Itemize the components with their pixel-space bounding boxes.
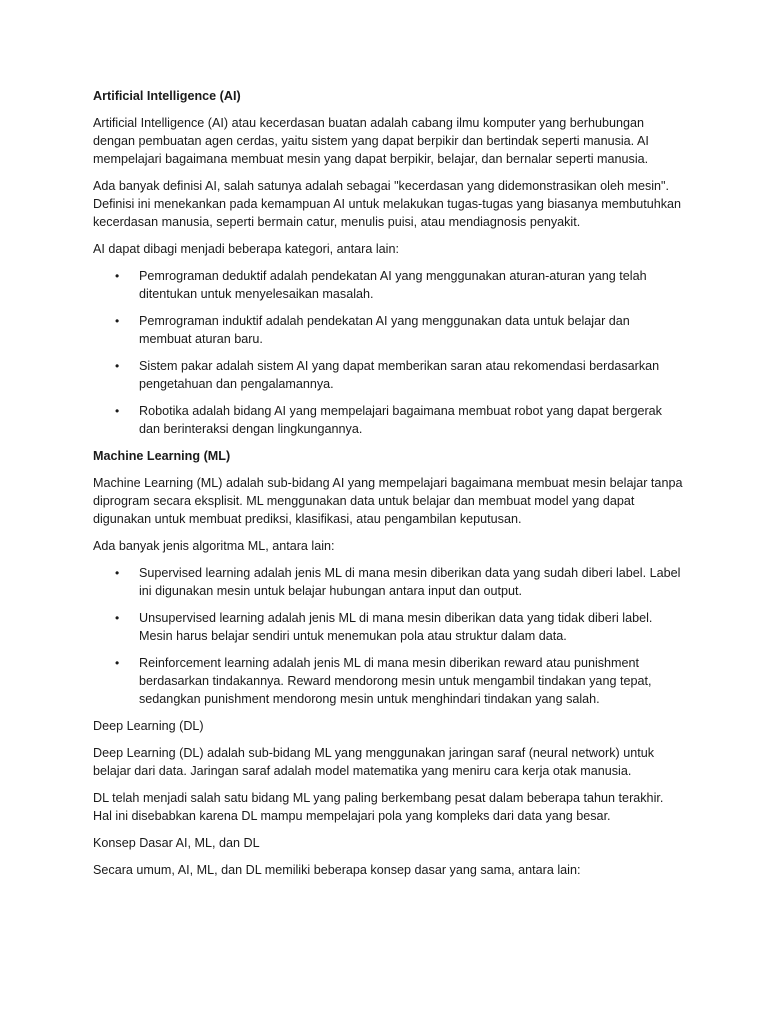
dl-paragraph-1: Deep Learning (DL) adalah sub-bidang ML yang menggunakan jaringan saraf (neural network) untuk belajar dari data. Jaringan saraf adalah model matematika yang meniru cara kerja otak manusia. [93, 746, 654, 778]
concepts-paragraph-1: Secara umum, AI, ML, dan DL memiliki beberapa konsep dasar yang sama, antara lain: [93, 863, 581, 877]
list-item [115, 357, 683, 393]
ai-category-list [93, 267, 683, 438]
bullet-icon: • [115, 611, 120, 625]
ai-paragraph-1: Artificial Intelligence (AI) atau kecerdasan buatan adalah cabang ilmu komputer yang berhubungan dengan pembuatan agen cerdas, yaitu sistem yang dapat berpikir dan bertindak seperti manusia. AI mempelajari bagaimana membuat mesin yang dapat berpikir, belajar, dan bernalar seperti manusia. [93, 116, 649, 166]
concepts-heading: Konsep Dasar AI, ML, dan DL [93, 836, 260, 850]
list-item [115, 402, 683, 438]
document-page [93, 87, 683, 888]
list-item-text: Reinforcement learning adalah jenis ML di mana mesin diberikan reward atau punishment berdasarkan tindakannya. Reward mendorong mesin untuk mengambil tindakan yang tepat, sedangkan punishment mendorong mesin untuk menghindari tindakan yang salah. [139, 656, 652, 706]
dl-heading: Deep Learning (DL) [93, 719, 204, 733]
ml-heading: Machine Learning (ML) [93, 449, 231, 463]
ai-list-intro: AI dapat dibagi menjadi beberapa kategori, antara lain: [93, 242, 399, 256]
list-item [115, 312, 683, 348]
list-item [115, 654, 683, 708]
ai-paragraph-2: Ada banyak definisi AI, salah satunya adalah sebagai "kecerdasan yang didemonstrasikan oleh mesin". Definisi ini menekankan pada kemampuan AI untuk melakukan tugas-tugas yang biasanya membutuhkan kecerdasan manusia, seperti bermain catur, menulis puisi, atau mendiagnosis penyakit. [93, 179, 682, 229]
ai-heading: Artificial Intelligence (AI) [93, 89, 241, 103]
ml-paragraph-1: Machine Learning (ML) adalah sub-bidang AI yang mempelajari bagaimana membuat mesin belajar tanpa diprogram secara eksplisit. ML menggunakan data untuk belajar dan membuat model yang dapat digunakan untuk membuat prediksi, klasifikasi, atau pengambilan keputusan. [93, 476, 683, 526]
bullet-icon: • [115, 269, 120, 283]
list-item-text: Robotika adalah bidang AI yang mempelajari bagaimana membuat robot yang dapat bergerak dan berinteraksi dengan lingkungannya. [139, 404, 662, 436]
list-item [115, 609, 683, 645]
list-item-text: Sistem pakar adalah sistem AI yang dapat memberikan saran atau rekomendasi berdasarkan pengetahuan dan pengalamannya. [139, 359, 660, 391]
list-item-text: Pemrograman deduktif adalah pendekatan AI yang menggunakan aturan-aturan yang telah ditentukan untuk menyelesaikan masalah. [139, 269, 647, 301]
list-item-text: Unsupervised learning adalah jenis ML di mana mesin diberikan data yang tidak diberi label. Mesin harus belajar sendiri untuk menemukan pola atau struktur dalam data. [139, 611, 653, 643]
ml-algorithm-list [93, 564, 683, 708]
list-item-text: Supervised learning adalah jenis ML di mana mesin diberikan data yang sudah diberi label. Label ini digunakan mesin untuk belajar hubungan antara input dan output. [139, 566, 681, 598]
bullet-icon: • [115, 656, 120, 670]
list-item-text: Pemrograman induktif adalah pendekatan AI yang menggunakan data untuk belajar dan membuat aturan baru. [139, 314, 630, 346]
bullet-icon: • [115, 404, 120, 418]
list-item [115, 267, 683, 303]
bullet-icon: • [115, 314, 120, 328]
bullet-icon: • [115, 566, 120, 580]
list-item [115, 564, 683, 600]
bullet-icon: • [115, 359, 120, 373]
ml-list-intro: Ada banyak jenis algoritma ML, antara lain: [93, 539, 335, 553]
dl-paragraph-2: DL telah menjadi salah satu bidang ML yang paling berkembang pesat dalam beberapa tahun terakhir. Hal ini disebabkan karena DL mampu mempelajari pola yang kompleks dari data yang besar. [93, 791, 664, 823]
